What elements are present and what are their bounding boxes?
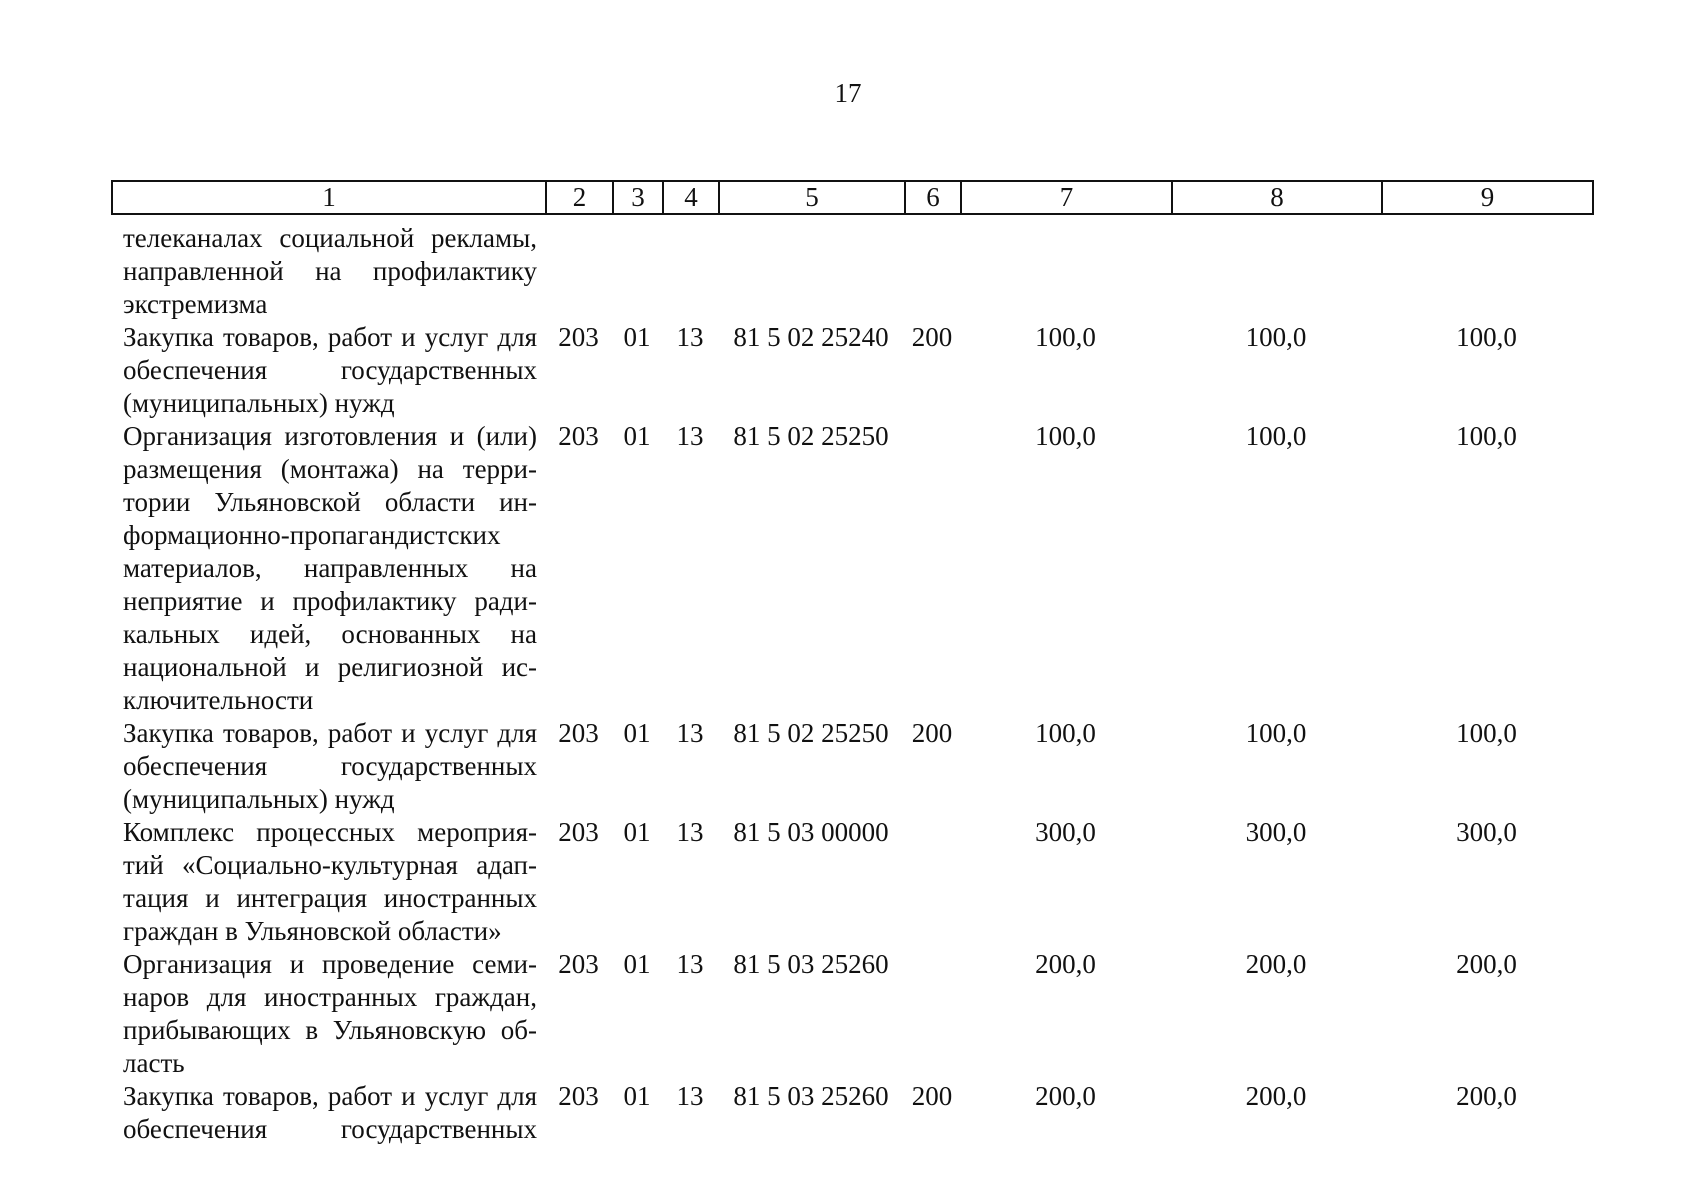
row-col-3: 01: [623, 817, 651, 847]
name-line: кальных идей, основанных на: [123, 619, 537, 649]
row-col-2: 203: [558, 817, 599, 847]
row-col-5: 81 5 03 25260: [733, 1081, 889, 1111]
name-line: тация и интеграция иностранных: [123, 883, 537, 913]
row-col-8: 200,0: [1245, 1081, 1307, 1111]
row-col-7: 300,0: [1035, 817, 1096, 847]
name-line: национальной и религиозной ис-: [123, 652, 537, 682]
name-line: ключительности: [123, 685, 314, 715]
row-col-5: 81 5 03 25260: [733, 949, 889, 979]
row-col-2: 203: [558, 322, 599, 352]
name-line: (муниципальных) нужд: [123, 388, 395, 418]
row-col-7: 100,0: [1035, 421, 1096, 451]
table-row: [111, 222, 1592, 321]
row-col-3: 01: [623, 718, 651, 748]
row-col-7: 200,0: [1035, 949, 1096, 979]
name-line: ласть: [123, 1048, 185, 1078]
row-col-3: 01: [623, 322, 651, 352]
header-col-1: 1: [112, 181, 546, 214]
header-col-4: 4: [663, 181, 719, 214]
row-col-5: 81 5 02 25250: [733, 718, 889, 748]
name-line: размещения (монтажа) на терри-: [123, 454, 537, 484]
name-line: телеканалах социальной рекламы,: [123, 223, 537, 253]
row-col-2: 203: [558, 949, 599, 979]
row-name: [111, 1080, 545, 1146]
name-line: граждан в Ульяновской области»: [123, 916, 502, 946]
row-col-5: 81 5 02 25240: [733, 322, 889, 352]
name-line: прибывающих в Ульяновскую об-: [123, 1015, 537, 1045]
table-row: [111, 420, 1592, 717]
row-col-4: 13: [676, 718, 704, 748]
name-line: Организация и проведение семи-: [123, 949, 537, 979]
name-line: формационно-пропагандистских: [123, 520, 501, 550]
row-col-4: 13: [676, 421, 704, 451]
name-line: обеспечения государственных: [123, 355, 537, 385]
name-line: наров для иностранных граждан,: [123, 982, 537, 1012]
name-line: Организация изготовления и (или): [123, 421, 537, 451]
header-col-7: 7: [961, 181, 1172, 214]
page-number: 17: [834, 78, 862, 108]
name-line: неприятие и профилактику ради-: [123, 586, 537, 616]
row-col-7: 100,0: [1035, 322, 1096, 352]
row-col-8: 100,0: [1245, 322, 1307, 352]
header-col-5: 5: [719, 181, 905, 214]
name-line: (муниципальных) нужд: [123, 784, 395, 814]
row-col-8: 100,0: [1245, 421, 1307, 451]
table-row: [111, 1080, 1592, 1146]
header-col-2: 2: [546, 181, 613, 214]
row-col-2: 203: [558, 718, 599, 748]
table-row: [111, 717, 1592, 816]
row-col-9: 200,0: [1456, 949, 1517, 979]
row-col-9: 200,0: [1456, 1081, 1517, 1111]
row-col-5: 81 5 03 00000: [733, 817, 889, 847]
row-col-4: 13: [676, 1081, 704, 1111]
table-body: [111, 222, 1592, 1146]
header-row: [112, 181, 1593, 214]
table-row: [111, 816, 1592, 948]
row-col-6: 200: [911, 718, 953, 748]
name-line: Комплекс процессных мероприя-: [123, 817, 537, 847]
row-name: [111, 321, 545, 420]
row-col-8: 300,0: [1245, 817, 1307, 847]
row-col-3: 01: [623, 421, 651, 451]
header-col-3: 3: [613, 181, 663, 214]
row-col-8: 200,0: [1245, 949, 1307, 979]
row-name: [111, 222, 545, 321]
row-name: [111, 420, 545, 717]
header-col-8: 8: [1172, 181, 1382, 214]
name-line: обеспечения государственных: [123, 751, 537, 781]
row-col-4: 13: [676, 949, 704, 979]
table-row: [111, 321, 1592, 420]
name-line: тории Ульяновской области ин-: [123, 487, 537, 517]
name-line: Закупка товаров, работ и услуг для: [123, 718, 537, 748]
name-line: обеспечения государственных: [123, 1114, 537, 1144]
row-col-6: 200: [911, 322, 953, 352]
row-col-9: 100,0: [1456, 421, 1517, 451]
row-name: [111, 948, 545, 1080]
name-line: Закупка товаров, работ и услуг для: [123, 1081, 537, 1111]
row-col-7: 100,0: [1035, 718, 1096, 748]
row-col-2: 203: [558, 1081, 599, 1111]
row-col-6: 200: [911, 1081, 953, 1111]
row-col-3: 01: [623, 1081, 651, 1111]
header-col-9: 9: [1382, 181, 1593, 214]
row-col-4: 13: [676, 322, 704, 352]
name-line: Закупка товаров, работ и услуг для: [123, 322, 537, 352]
table-header: [111, 180, 1594, 215]
header-col-6: 6: [905, 181, 961, 214]
row-name: [111, 717, 545, 816]
row-col-8: 100,0: [1245, 718, 1307, 748]
name-line: тий «Социально-культурная адап-: [123, 850, 537, 880]
row-name: [111, 816, 545, 948]
row-col-4: 13: [676, 817, 704, 847]
row-col-9: 100,0: [1456, 322, 1517, 352]
name-line: направленной на профилактику: [123, 256, 537, 286]
name-line: экстремизма: [123, 289, 268, 319]
row-col-9: 300,0: [1456, 817, 1517, 847]
row-col-2: 203: [558, 421, 599, 451]
name-line: материалов, направленных на: [123, 553, 537, 583]
row-col-5: 81 5 02 25250: [733, 421, 889, 451]
row-col-7: 200,0: [1035, 1081, 1096, 1111]
table-row: [111, 948, 1592, 1080]
row-col-3: 01: [623, 949, 651, 979]
row-col-9: 100,0: [1456, 718, 1517, 748]
